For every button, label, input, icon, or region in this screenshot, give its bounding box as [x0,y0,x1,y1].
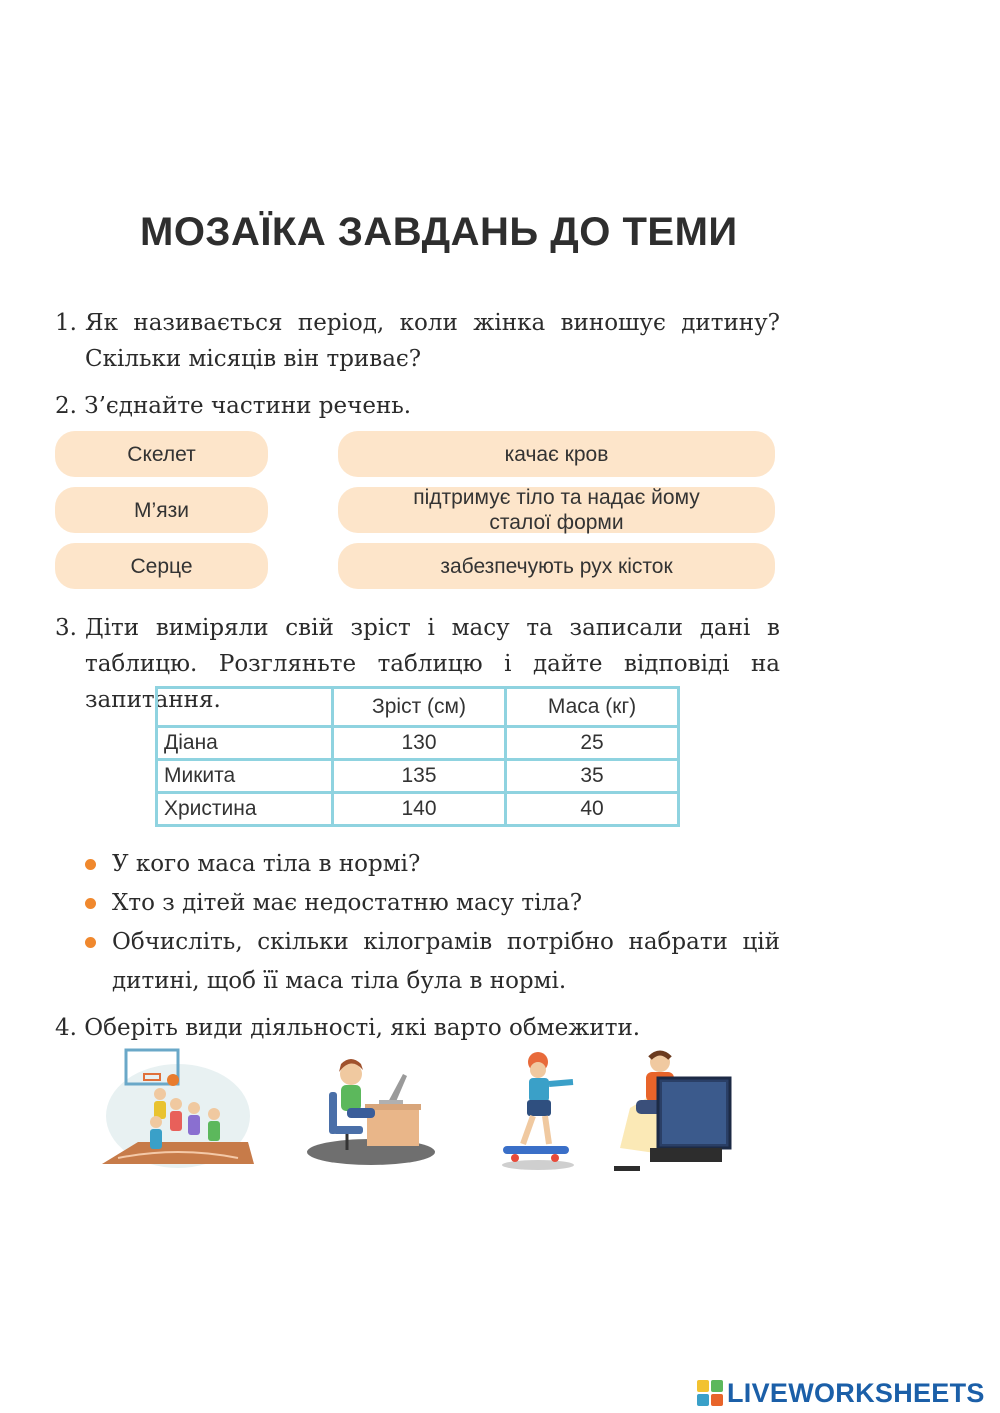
list-item [85,923,780,1001]
match-left-heart[interactable]: Серце [55,543,268,589]
question-number: 4. [55,1015,77,1041]
match-left-skeleton[interactable]: Скелет [55,431,268,477]
table-header [157,688,333,727]
table-cell: 25 [506,727,679,760]
logo-mark-icon [697,1380,723,1406]
table-cell: 135 [333,760,506,793]
table-row [157,793,679,826]
computer-girl-image[interactable] [303,1052,443,1167]
table-header: Зріст (см) [333,688,506,727]
table-row [157,727,679,760]
bullet-text: Хто з дітей має недостатню масу тіла? [112,890,583,916]
list-item [85,884,780,923]
page-title: МОЗАЇКА ЗАВДАНЬ ДО ТЕМИ [140,210,738,254]
question-text: Оберіть види діяльності, які варто обмежити. [84,1015,641,1041]
liveworksheets-logo[interactable] [697,1380,985,1406]
basketball-kids-image[interactable] [98,1046,258,1171]
table-cell: Діана [157,727,333,760]
bullet-text: У кого маса тіла в нормі? [112,851,421,877]
question-1 [55,305,780,377]
match-left-muscles[interactable]: М’язи [55,487,268,533]
question-3-bullets [85,845,780,1001]
bullet-dot-icon [85,898,96,909]
list-item [85,845,780,884]
tv-gaming-image[interactable] [610,1048,735,1173]
question-number: 1. [55,310,77,336]
question-text: Як називається період, коли жінка виношує дитину? Скільки місяців він триває? [85,310,780,372]
question-number: 3. [55,615,77,641]
table-header: Маса (кг) [506,688,679,727]
table-cell: Христина [157,793,333,826]
table-cell: 130 [333,727,506,760]
table-cell: 140 [333,793,506,826]
question-2 [55,388,780,424]
table-row [157,760,679,793]
match-right-3[interactable]: забезпечують рух кісток [338,543,775,589]
match-right-2[interactable]: підтримує тіло та надає йому сталої форми [338,487,775,533]
bullet-dot-icon [85,859,96,870]
table-cell: 40 [506,793,679,826]
logo-text: LIVEWORKSHEETS [727,1378,985,1408]
question-number: 2. [55,393,77,419]
skateboard-boy-image[interactable] [493,1048,583,1173]
table-cell: Микита [157,760,333,793]
match-right-1[interactable]: качає кров [338,431,775,477]
question-text: Діти виміряли свій зріст і масу та записали дані в таблицю. Розгляньте таблицю і дайте відповіді на запитання. [85,615,780,713]
bullet-dot-icon [85,937,96,948]
table-header-row [157,688,679,727]
question-text: З’єднайте частини речень. [84,393,412,419]
measurements-table [155,686,680,827]
bullet-text: Обчисліть, скільки кілограмів потрібно набрати цій дитині, щоб її маса тіла була в нормі. [112,929,780,994]
table-cell: 35 [506,760,679,793]
question-4 [55,1010,780,1046]
